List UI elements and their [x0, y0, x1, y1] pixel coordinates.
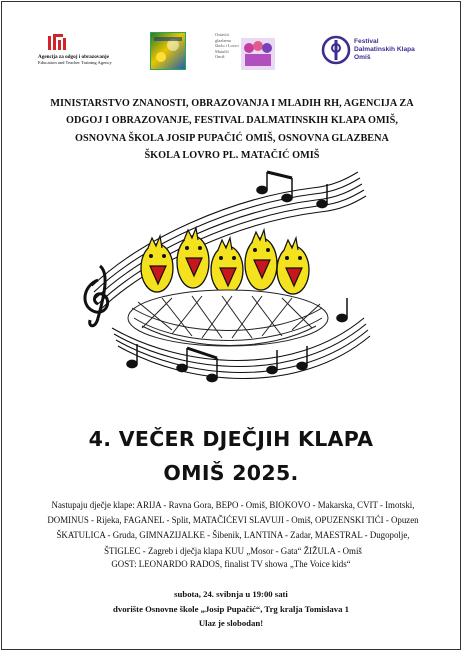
- performers: [32, 498, 434, 559]
- chick: [245, 230, 277, 290]
- festival-figures-icon: [239, 32, 277, 74]
- agency-logo: [38, 32, 134, 66]
- event-entry: Ulaz je slobodan!: [198, 618, 264, 629]
- festival-poster-logo: [215, 32, 277, 74]
- performers-line: ŠKATULICA - Gruda, GIMNAZIJALKE - Šibenik, LANTINA - Zadar, MAESTRAL - Dugopolje,: [56, 530, 410, 541]
- organizers: [20, 95, 444, 165]
- guest-info: GOST: LEONARDO RADOS, finalist TV showa „The Voice kids“: [111, 559, 351, 569]
- event-title-year: OMIŠ 2025.: [163, 461, 299, 485]
- event-venue: dvorište Osnovne škole „Josip Pupačić“, Trg kralja Tomislava 1: [113, 603, 349, 614]
- festival-name: Festival Dalmatinskih Klapa Omiš: [354, 38, 415, 61]
- children-book-logo: [150, 32, 186, 70]
- festival-poster-text: Ostaviti glazbenu školu i Lovro Matačić Omiš: [215, 32, 239, 60]
- performers-line: Nastupaju dječje klape: ARIJA - Ravna Gora, BEPO - Omiš, BIOKOVO - Makarska, CVIT - Imotski,: [51, 500, 415, 510]
- chick-row: [141, 228, 309, 294]
- bird-nest-icon: [128, 290, 328, 346]
- treble-clef-icon: [85, 266, 108, 326]
- singing-chicks-illustration: [72, 168, 372, 400]
- chick: [277, 238, 309, 294]
- event-date: subota, 24. svibnja u 19:00 sati: [174, 589, 288, 599]
- festival-mark-icon: [320, 34, 352, 66]
- chick: [141, 236, 173, 292]
- poster-page: [1, 1, 461, 650]
- organizers-line: OSNOVNA ŠKOLA JOSIP PUPAČIĆ OMIŠ, OSNOVNA GLAZBENA: [75, 132, 389, 144]
- organizers-line: ŠKOLA LOVRO PL. MATAČIĆ OMIŠ: [144, 150, 320, 162]
- agency-name: Agencija za odgoj i obrazovanje: [38, 54, 109, 60]
- chick: [211, 238, 243, 294]
- performers-line: ŠTIGLEC - Zagreb i dječja klapa KUU „Mosor - Gata“ ŽIŽULA - Omiš: [104, 545, 362, 556]
- event-details: [2, 587, 460, 631]
- event-title: 4. VEČER DJEČJIH KLAPA: [88, 427, 374, 451]
- festival-logo: [320, 32, 420, 72]
- performers-line: DOMINUS - Rijeka, FAGANEL - Split, MATAČIĆEVI SLAVUJI - Omiš, OPUZENSKI TIĆI - Opuzen: [47, 515, 419, 526]
- logo-strip: [2, 32, 460, 80]
- organizers-line: MINISTARSTVO ZNANOSTI, OBRAZOVANJA I MLADIH RH, AGENCIJA ZA: [50, 98, 414, 109]
- agency-english-name: Education and Teacher Training Agency: [38, 60, 112, 65]
- book-illustration-icon: [151, 33, 185, 69]
- organizers-line: ODGOJ I OBRAZOVANJE, FESTIVAL DALMATINSKIH KLAPA OMIŠ,: [66, 115, 398, 127]
- agency-mark-icon: [46, 32, 70, 52]
